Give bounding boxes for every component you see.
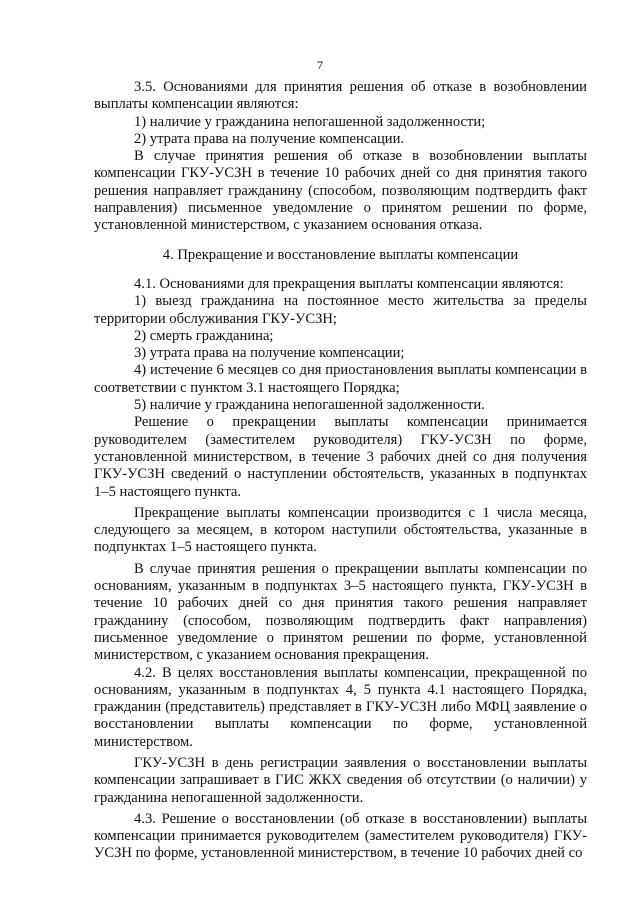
- page-number: 7: [317, 58, 323, 72]
- document-body: [94, 79, 587, 863]
- list-item-relocation: 1) выезд гражданина на постоянное место жительства за пределы территории обслуживания ГКУ-УСЗН;: [94, 293, 587, 327]
- list-item-death: 2) смерть гражданина;: [134, 327, 274, 344]
- list-item-debt-2: 5) наличие у гражданина непогашенной задолженности.: [134, 397, 485, 414]
- paragraph-termination-decision: Решение о прекращении выплаты компенсации принимается руководителем (заместителем руководителя) ГКУ-УСЗН по форме, установленной министерством, в течение 3 рабочих дней со дня получения ГКУ-УСЗН сведений о наступлении обстоятельств, указанных в подпунктах 1–5 настоящего пункта.: [94, 414, 587, 500]
- section-heading-4: 4. Прекращение и восстановление выплаты компенсации: [162, 246, 519, 263]
- paragraph-4-3: 4.3. Решение о восстановлении (об отказе в восстановлении) выплаты компенсации принимается руководителем (заместителем руководителя) ГКУ-УСЗН по форме, установленной министерством, в течение 10 рабочих дней со: [94, 810, 587, 862]
- list-item-debt: 1) наличие у гражданина непогашенной задолженности;: [134, 113, 486, 130]
- list-item-expiry: 4) истечение 6 месяцев со дня приостановления выплаты компенсации в соответствии с пунктом 3.1 настоящего Порядка;: [94, 362, 587, 396]
- paragraph-3-5: 3.5. Основаниями для принятия решения об отказе в возобновлении выплаты компенсации являются:: [94, 79, 587, 113]
- paragraph-termination-notice: В случае принятия решения о прекращении выплаты компенсации по основаниям, указанным в подпунктах 3–5 настоящего пункта, ГКУ-УСЗН в течение 10 рабочих дней со дня принятия такого решения направляет гражданину (способом, позволяющим подтвердить факт направления) письменное уведомление о принятом решении по форме, установленной министерством, с указанием основания прекращения.: [94, 560, 587, 664]
- paragraph-4-2: 4.2. В целях восстановления выплаты компенсации, прекращенной по основаниям, указанным в подпунктах 4, 5 пункта 4.1 настоящего Порядка, гражданин (представитель) представляет в ГКУ-УСЗН либо МФЦ заявление о восстановлении выплаты компенсации по форме, установленной министерством.: [94, 664, 587, 750]
- list-item-loss-of-right: 2) утрата права на получение компенсации.: [134, 130, 405, 147]
- paragraph-refusal-notice: В случае принятия решения об отказе в возобновлении выплаты компенсации ГКУ-УСЗН в течение 10 рабочих дней со дня принятия такого решения направляет гражданину (способом, позволяющим подтвердить факт направления) письменное уведомление о принятом решении по форме, установленной министерством, с указанием основания отказа.: [94, 148, 587, 234]
- paragraph-gis-request: ГКУ-УСЗН в день регистрации заявления о восстановлении выплаты компенсации запрашивает в ГИС ЖКХ сведения об отсутствии (о наличии) у гражданина непогашенной задолженности.: [94, 754, 587, 806]
- paragraph-termination-date: Прекращение выплаты компенсации производится с 1 числа месяца, следующего за месяцем, в котором наступили обстоятельства, указанные в подпунктах 1–5 настоящего пункта.: [94, 504, 587, 556]
- list-item-loss-of-right-2: 3) утрата права на получение компенсации;: [134, 345, 405, 362]
- paragraph-4-1: 4.1. Основаниями для прекращения выплаты компенсации являются:: [134, 275, 564, 292]
